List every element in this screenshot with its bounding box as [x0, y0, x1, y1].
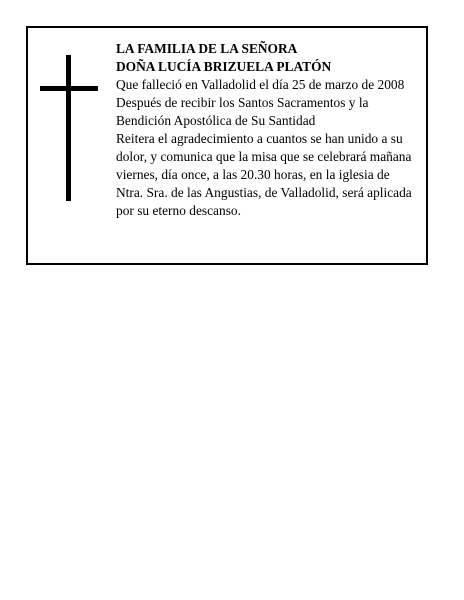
notice-line-blessing: Bendición Apostólica de Su Santidad [116, 113, 316, 128]
deceased-name: DOÑA LUCÍA BRIZUELA PLATÓN [116, 59, 332, 74]
notice-line-time: viernes, día once, a las 20.30 horas, en la iglesia de [116, 167, 390, 182]
cross-vertical-bar [66, 55, 71, 201]
cross-horizontal-bar [40, 86, 98, 91]
notice-line-thanks: Reitera el agradecimiento a cuantos se han unido a su [116, 131, 403, 146]
obituary-notice [26, 26, 428, 265]
notice-line-mass: dolor, y comunica que la misa que se celebrará mañana [116, 149, 412, 164]
latin-cross-icon [40, 55, 98, 201]
notice-line-sacraments: Después de recibir los Santos Sacramentos y la [116, 95, 369, 110]
family-heading: LA FAMILIA DE LA SEÑORA [116, 41, 298, 56]
notice-line-death: Que falleció en Valladolid el día 25 de marzo de 2008 [116, 77, 405, 92]
notice-line-rest: por su eterno descanso. [116, 203, 241, 218]
notice-line-church: Ntra. Sra. de las Angustias, de Valladolid, será aplicada [116, 185, 412, 200]
notice-text [116, 40, 422, 220]
